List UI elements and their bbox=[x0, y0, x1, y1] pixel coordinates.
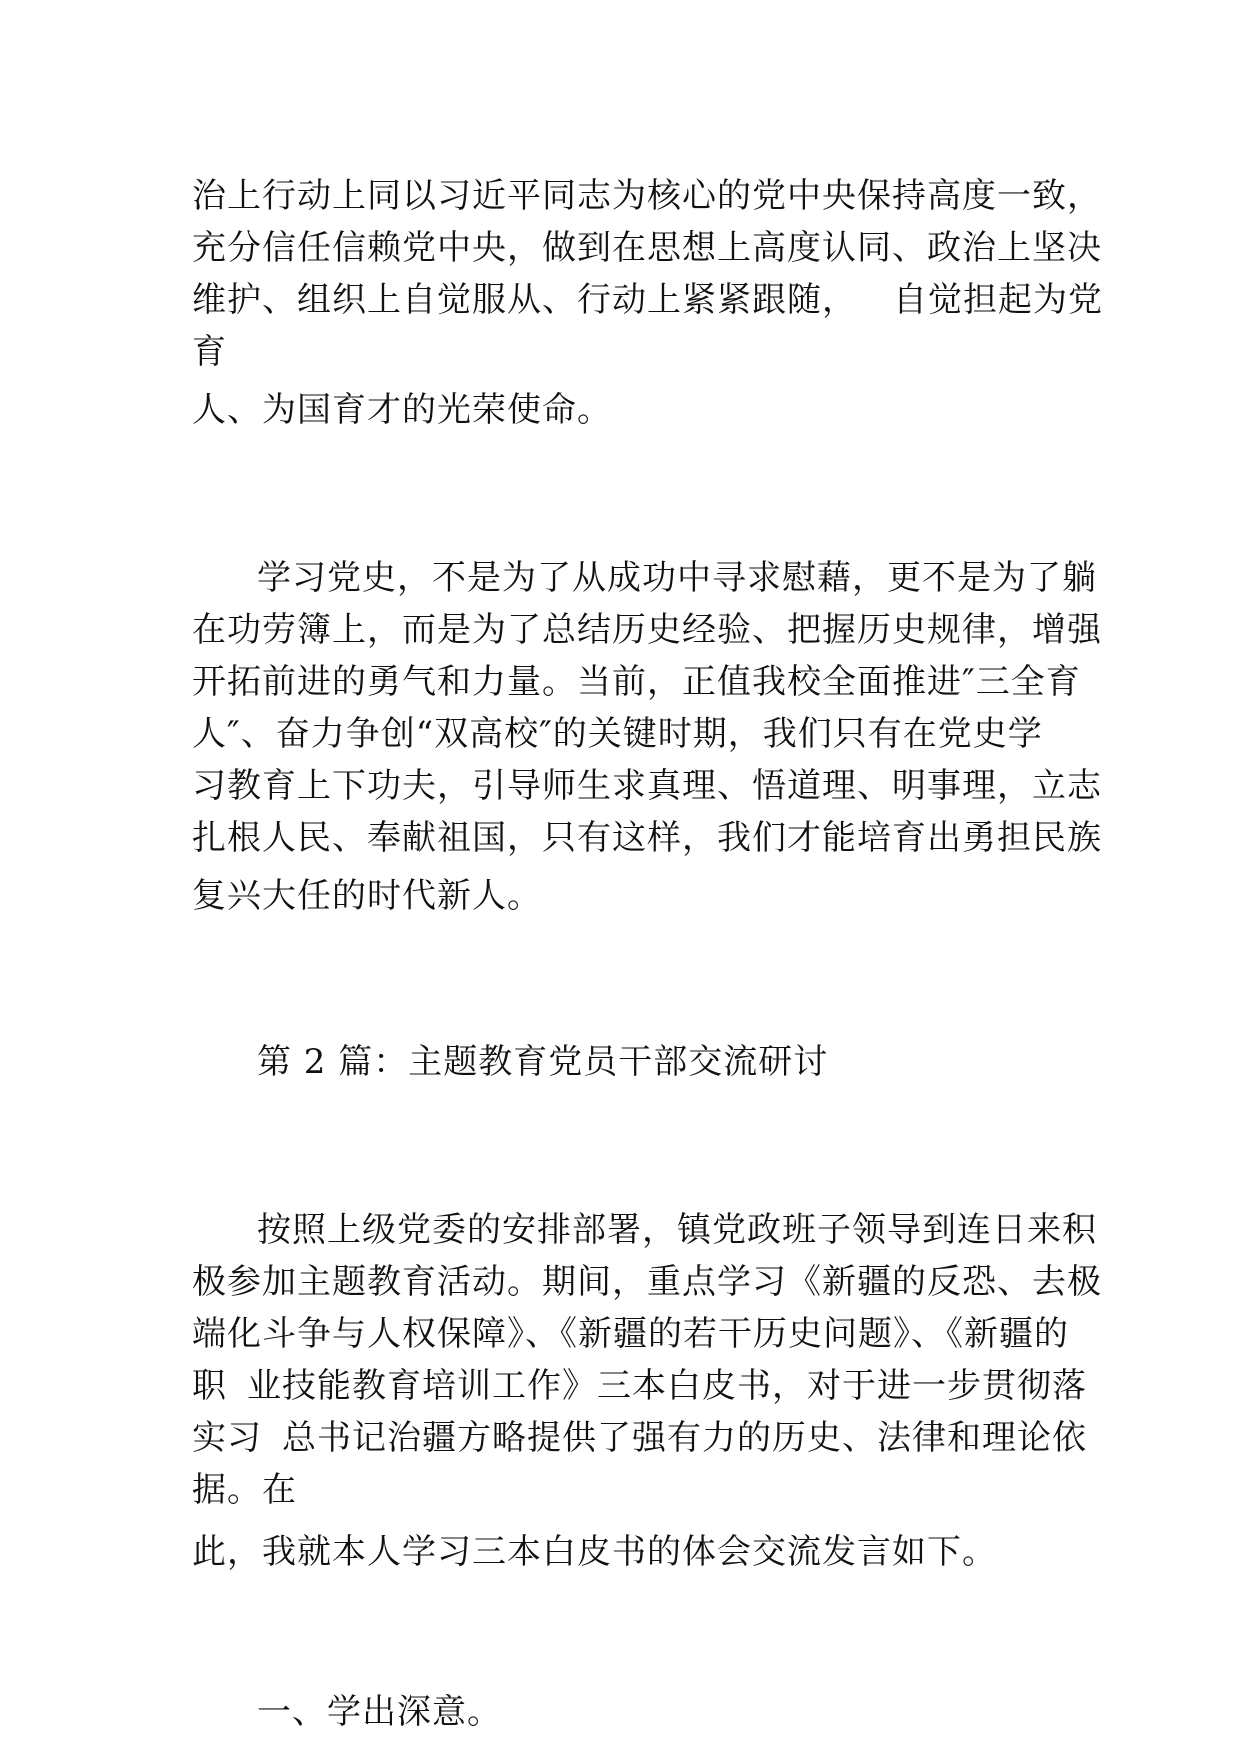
paragraph-line bbox=[192, 1412, 1087, 1464]
paragraph-line: 此，我就本人学习三本白皮书的体会交流发言如下。 bbox=[192, 1532, 997, 1572]
paragraph-line bbox=[192, 1360, 1087, 1412]
paragraph-line: 人、为国育才的光荣使命。 bbox=[192, 390, 612, 430]
paragraph-line: 复兴大任的时代新人。 bbox=[192, 876, 542, 916]
text-fragment: 自觉担起为党 bbox=[893, 280, 1103, 320]
paragraph-line: 在功劳簿上，而是为了总结历史经验、把握历史规律，增强 bbox=[192, 610, 1102, 650]
text-fragment: 总书记治疆方略提供了强有力的历史、法律和理论依 bbox=[282, 1418, 1087, 1458]
text-fragment: 维护、组织上自觉服从、行动上紧紧跟随， bbox=[192, 280, 857, 320]
text-fragment: 职 bbox=[192, 1366, 227, 1406]
paragraph-line: 扎根人民、奉献祖国，只有这样，我们才能培育出勇担民族 bbox=[192, 818, 1102, 858]
paragraph-line: 极参加主题教育活动。期间，重点学习《新疆的反恐、去极 bbox=[192, 1262, 1102, 1302]
text-fragment: 业技能教育培训工作》三本白皮书，对于进一步贯彻落 bbox=[247, 1366, 1087, 1406]
paragraph-line: 端化斗争与人权保障》、《新疆的若干历史问题》、《新疆的 bbox=[192, 1314, 1069, 1354]
paragraph-line: 治上行动上同以习近平同志为核心的党中央保持高度一致， bbox=[192, 176, 1102, 216]
paragraph-line: 充分信任信赖党中央，做到在思想上高度认同、政治上坚决 bbox=[192, 228, 1102, 268]
paragraph-line: 开拓前进的勇气和力量。当前，正值我校全面推进″三全育 bbox=[192, 662, 1081, 702]
section-heading: 第 2 篇：主题教育党员干部交流研讨 bbox=[257, 1042, 829, 1082]
text-fragment: 实习 bbox=[192, 1418, 262, 1458]
paragraph-line: 据。在 bbox=[192, 1470, 297, 1510]
paragraph-line: 育 bbox=[192, 332, 227, 372]
section-subheading: 一、学出深意。 bbox=[257, 1692, 502, 1732]
paragraph-line bbox=[192, 274, 1103, 326]
paragraph-line: 习教育上下功夫，引导师生求真理、悟道理、明事理，立志 bbox=[192, 766, 1102, 806]
paragraph-line: 按照上级党委的安排部署，镇党政班子领导到连日来积 bbox=[257, 1210, 1097, 1250]
paragraph-line: 学习党史，不是为了从成功中寻求慰藉，更不是为了躺 bbox=[257, 558, 1097, 598]
paragraph-line: 人″、奋力争创“双高校″的关键时期，我们只有在党史学 bbox=[192, 714, 1043, 754]
